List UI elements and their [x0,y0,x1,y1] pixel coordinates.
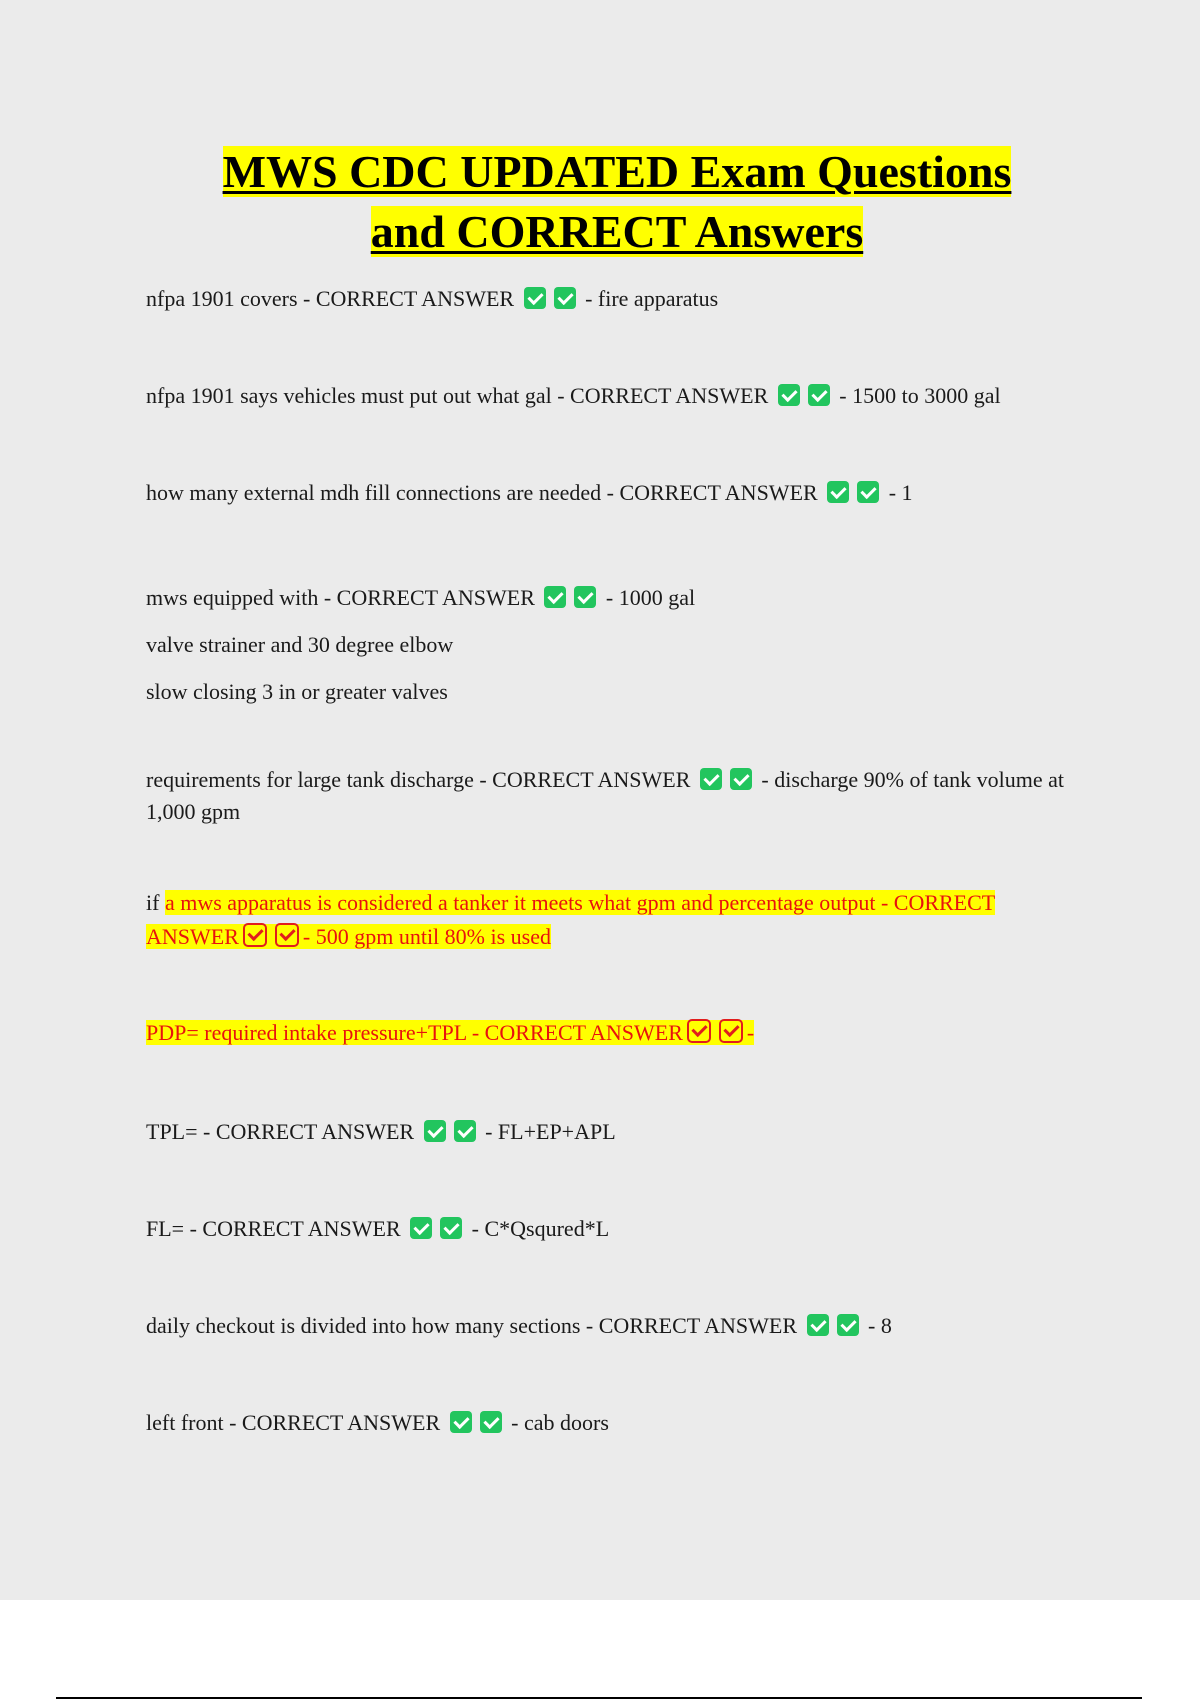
check-box-icon [440,1217,462,1239]
question-text: how many external mdh fill connections are needed - CORRECT ANSWER [146,480,818,505]
check-box-icon [454,1120,476,1142]
answer-text: - 1500 to 3000 gal [839,383,1001,408]
qa-item [146,764,1086,828]
qa-item [146,1116,1086,1148]
question-text: PDP= required intake pressure+TPL - CORRECT ANSWER [146,1020,683,1045]
answer-text: - FL+EP+APL [485,1119,616,1144]
check-box-icon [410,1217,432,1239]
question-text: left front - CORRECT ANSWER [146,1410,441,1435]
check-box-icon [857,481,879,503]
check-box-icon [554,287,576,309]
check-box-icon [574,586,596,608]
check-box-icon [275,923,299,947]
qa-item [146,1213,1086,1245]
question-text: TPL= - CORRECT ANSWER [146,1119,415,1144]
page-divider [56,1697,1142,1699]
check-box-icon [837,1314,859,1336]
check-box-icon [243,923,267,947]
check-box-icon [524,287,546,309]
question-text: a mws apparatus is considered a tanker it meets what gpm and percentage output - CORRECT ANSWER [146,890,995,949]
answer-text: - [746,1020,755,1045]
check-box-icon [450,1411,472,1433]
check-box-icon [480,1411,502,1433]
question-text: daily checkout is divided into how many sections - CORRECT ANSWER [146,1313,797,1338]
question-text: mws equipped with - CORRECT ANSWER [146,585,535,610]
qa-item [146,477,1086,509]
qa-item [146,380,1086,412]
question-prefix: if [146,890,165,915]
qa-item-highlighted [146,1017,1086,1049]
document-title [0,142,1200,262]
check-box-icon [778,384,800,406]
answer-text: - 1 [888,480,913,505]
check-box-icon [807,1314,829,1336]
answer-text: - cab doors [511,1410,609,1435]
check-box-icon [827,481,849,503]
qa-item [146,574,1086,715]
answer-text: - 500 gpm until 80% is used [302,924,551,949]
answer-text: - fire apparatus [585,286,719,311]
question-text: nfpa 1901 says vehicles must put out what gal - CORRECT ANSWER [146,383,769,408]
question-text: FL= - CORRECT ANSWER [146,1216,401,1241]
qa-item [146,1407,1086,1439]
answer-extra-line: slow closing 3 in or greater valves [146,679,448,704]
question-text: requirements for large tank discharge - CORRECT ANSWER [146,767,691,792]
title-line-1: MWS CDC UPDATED Exam Questions [222,146,1012,197]
check-box-icon [700,768,722,790]
qa-item [146,1310,1086,1342]
check-box-icon [808,384,830,406]
answer-text: - C*Qsqured*L [471,1216,610,1241]
answer-text: - 8 [868,1313,892,1338]
answer-extra-line: valve strainer and 30 degree elbow [146,632,454,657]
qa-item [146,283,1086,315]
check-box-icon [424,1120,446,1142]
qa-item-highlighted [146,886,1086,954]
answer-text: - 1000 gal [605,585,696,610]
check-box-icon [687,1019,711,1043]
check-box-icon [730,768,752,790]
check-box-icon [719,1019,743,1043]
title-line-2: and CORRECT Answers [370,206,864,257]
check-box-icon [544,586,566,608]
answer-text: - discharge 90% of tank volume at 1,000 gpm [146,767,1065,824]
question-text: nfpa 1901 covers - CORRECT ANSWER [146,286,515,311]
